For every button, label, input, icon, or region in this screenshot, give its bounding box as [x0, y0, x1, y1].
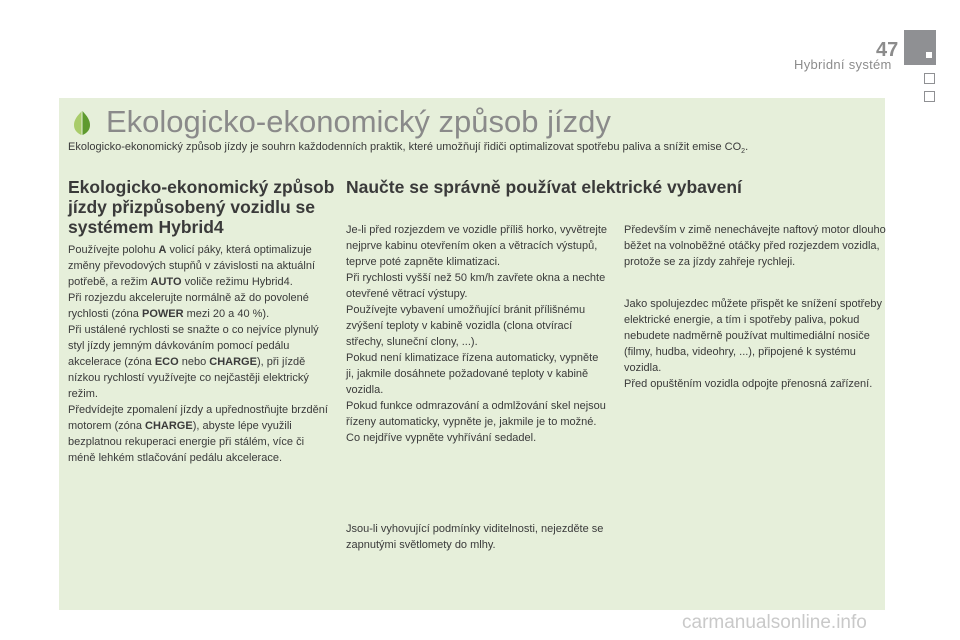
middle-column-body [346, 222, 608, 446]
paragraph: Pokud není klimatizace řízena automaticky, vypněte ji, jakmile dosáhnete požadované teploty v kabině vozidla. [346, 352, 599, 396]
paragraph: Používejte vybavení umožňující bránit přílišnému zvýšení teploty v kabině vozidla (clona otvírací střechy, sluneční clony, ...). [346, 304, 586, 348]
paragraph: Při rychlosti vyšší než 50 km/h zavřete okna a nechte otevřené větrací výstupy. [346, 272, 606, 300]
right-section-heading: Naučte se správně používat elektrické vybavení [346, 177, 742, 197]
paragraph: Používejte polohu A volicí páky, která optimalizuje změny převodových stupňů v závislosti na aktuální potřebě, a režim AUTO voliče režimu Hybrid4. [68, 244, 316, 288]
chapter-tab-1[interactable] [924, 73, 935, 84]
page-number: 47 [876, 39, 899, 61]
paragraph: Jako spolujezdec můžete přispět ke snížení spotřeby elektrické energie, a tím i spotřeby paliva, pokud nebudete nadměrně používat multimediální nosiče (filmy, hudba, videohry, ...), připojené k systému vozidla. [624, 298, 883, 374]
paragraph: Předvídejte zpomalení jízdy a upřednostňujte brzdění motorem (zóna CHARGE), abyste lépe využili bezplatnou rekuperaci energie při stálém, více či méně lehkém stlačování pedálu akcelerace. [68, 404, 328, 464]
tab-marker [926, 52, 932, 58]
paragraph: Při rozjezdu akcelerujte normálně až do povolené rychlosti (zóna POWER mezi 20 a 40 %). [68, 292, 309, 320]
paragraph: Pokud funkce odmrazování a odmlžování skel nejsou řízeny automaticky, vypněte je, jakmile je to možné. [346, 400, 606, 428]
section-title: Hybridní systém [794, 57, 892, 72]
chapter-tab-2[interactable] [924, 91, 935, 102]
paragraph: Je-li před rozjezdem ve vozidle příliš horko, vyvětrejte nejprve kabinu otevřením oken a větracích výstupů, teprve poté zapněte klimatizaci. [346, 224, 608, 268]
paragraph: Co nejdříve vypněte vyhřívání sedadel. [346, 432, 537, 444]
main-heading: Ekologicko-ekonomický způsob jízdy [106, 104, 611, 139]
right-column-body: Především v zimě nenechávejte naftový motor dlouho běžet na volnoběžné otáčky před rozjezdem vozidla, protože se za jízdy zahřeje rychleji. [624, 224, 886, 268]
leaf-icon [74, 111, 90, 135]
right-column-body-2 [624, 296, 886, 392]
chapter-tab-active[interactable] [904, 30, 936, 65]
middle-column-footnote: Jsou-li vyhovující podmínky viditelnosti, nejezděte se zapnutými světlomety do mlhy. [346, 523, 604, 551]
paragraph: Před opuštěním vozidla odpojte přenosná zařízení. [624, 378, 873, 390]
left-column-body [68, 242, 330, 466]
watermark: carmanualsonline.info [682, 612, 867, 633]
intro-text: Ekologicko-ekonomický způsob jízdy je souhrn každodenních praktik, které umožňují řidiči optimalizovat spotřebu paliva a snížit emise $CO_2$. [68, 141, 749, 156]
left-column-heading: Ekologicko-ekonomický způsob jízdy přizpůsobený vozidlu se systémem Hybrid4 [68, 177, 335, 237]
paragraph: Při ustálené rychlosti se snažte o co nejvíce plynulý styl jízdy jemným dávkováním pomocí pedálu akcelerace (zóna ECO nebo CHARGE), při jízdě nízkou rychlostí využívejte co nejčastěji elektrický režim. [68, 324, 319, 400]
